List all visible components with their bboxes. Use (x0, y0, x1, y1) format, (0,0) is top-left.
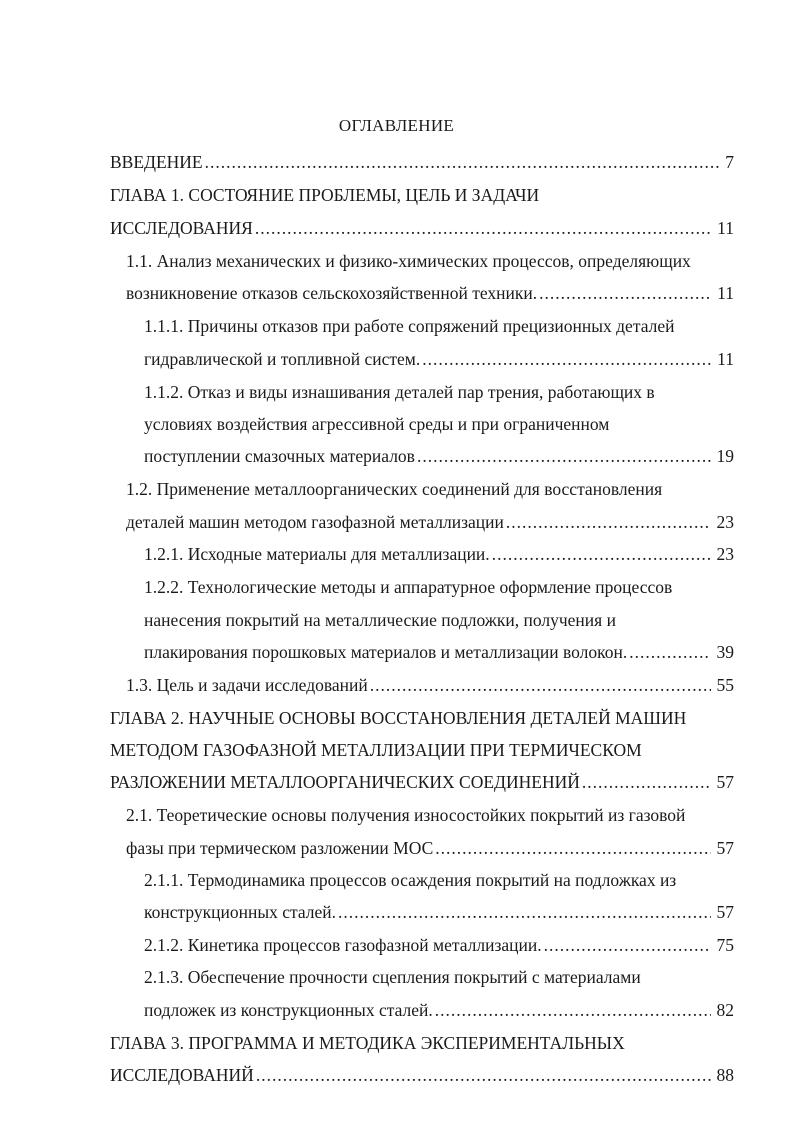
toc-entry-text: МЕТОДОМ ГАЗОФАЗНОЙ МЕТАЛЛИЗАЦИИ ПРИ ТЕРМИЧЕСКОМ (110, 740, 642, 760)
toc-entry-1-2-2[interactable] (144, 639, 734, 665)
leader-dots (256, 1062, 711, 1088)
toc-entry-2-1-3-title[interactable] (144, 964, 641, 990)
toc-entry-chapter-3[interactable] (110, 1062, 734, 1088)
toc-entry-page: 39 (716, 642, 734, 662)
toc-entry-2-1[interactable] (126, 835, 734, 861)
toc-entry-page: 75 (716, 935, 734, 955)
toc-entry-text: подложек из конструкционных сталей. (144, 1000, 433, 1020)
toc-entry-page: 88 (716, 1065, 734, 1085)
toc-entry-text: фазы при термическом разложении МОС (126, 838, 434, 858)
toc-entry-page: 57 (716, 902, 734, 922)
toc-entry-text: РАЗЛОЖЕНИИ МЕТАЛЛООРГАНИЧЕСКИХ СОЕДИНЕНИЙ (110, 772, 580, 792)
toc-entry-2-1-2[interactable] (144, 932, 734, 958)
leader-dots (582, 769, 711, 795)
toc-entry-text: поступлении смазочных материалов (144, 446, 415, 466)
leader-dots (539, 280, 711, 306)
leader-dots (544, 932, 711, 958)
toc-entry-text: 1.2.2. Технологические методы и аппаратурное оформление процессов (144, 577, 673, 597)
toc-entry-text: ГЛАВА 2. НАУЧНЫЕ ОСНОВЫ ВОССТАНОВЛЕНИЯ ДЕТАЛЕЙ МАШИН (110, 708, 687, 728)
toc-entry-1-1-2-title-cont[interactable] (144, 411, 609, 437)
toc-entry-1-1-1[interactable] (144, 346, 734, 372)
toc-entry-text: 2.1.3. Обеспечение прочности сцепления покрытий с материалами (144, 967, 641, 987)
leader-dots (506, 509, 711, 535)
toc-entry-text: 2.1.1. Термодинамика процессов осаждения покрытий на подложках из (144, 870, 677, 890)
toc-entry-1-3[interactable] (126, 672, 734, 698)
toc-entry-1-2-1[interactable] (144, 541, 734, 567)
leader-dots (435, 997, 711, 1023)
leader-dots (370, 672, 711, 698)
toc-entry-1-1-1-title[interactable] (144, 313, 674, 339)
toc-entry-2-1-title[interactable] (126, 802, 685, 828)
toc-entry-2-1-3[interactable] (144, 997, 734, 1023)
toc-entry-page: 11 (717, 349, 734, 369)
toc-entry-chapter-1[interactable] (110, 215, 734, 241)
toc-entry-1-1-2-title[interactable] (144, 379, 655, 405)
toc-entry-text: 1.1.1. Причины отказов при работе сопряжений прецизионных деталей (144, 316, 675, 336)
toc-entry-chapter-3-title[interactable] (110, 1030, 625, 1056)
toc-entry-1-2[interactable] (126, 509, 734, 535)
toc-entry-2-1-1-title[interactable] (144, 867, 676, 893)
toc-entry-text: 1.2.1. Исходные материалы для металлизации. (144, 544, 490, 564)
toc-entry-text: ВВЕДЕНИЕ (110, 152, 203, 172)
leader-dots (417, 443, 711, 469)
toc-entry-text: плакирования порошковых материалов и металлизации волокон. (144, 642, 628, 662)
toc-entry-chapter-2-title[interactable] (110, 705, 686, 731)
leader-dots (255, 215, 711, 241)
toc-entry-1-2-title[interactable] (126, 476, 662, 502)
toc-entry-1-2-2-title-cont[interactable] (144, 607, 616, 633)
leader-dots (435, 835, 710, 861)
toc-entry-text: ИССЛЕДОВАНИЯ (110, 218, 253, 238)
toc-entry-page: 57 (716, 772, 734, 792)
toc-entry-page: 11 (717, 283, 734, 303)
toc-entry-text: 2.1.2. Кинетика процессов газофазной металлизации. (144, 935, 542, 955)
toc-entry-1-1-title[interactable] (126, 248, 691, 274)
leader-dots (629, 639, 710, 665)
toc-entry-page: 55 (716, 675, 734, 695)
toc-entry-text: 2.1. Теоретические основы получения износостойких покрытий из газовой (126, 805, 686, 825)
toc-entry-text: возникновение отказов сельскохозяйственной техники. (126, 283, 538, 303)
toc-title: ОГЛАВЛЕНИЕ (338, 116, 455, 135)
toc-entry-text: ГЛАВА 3. ПРОГРАММА И МЕТОДИКА ЭКСПЕРИМЕНТАЛЬНЫХ (110, 1033, 625, 1053)
toc-entry-page: 82 (716, 1000, 734, 1020)
toc-entry-1-1[interactable] (126, 280, 734, 306)
leader-dots (205, 149, 720, 175)
toc-entry-1-1-2[interactable] (144, 443, 734, 469)
toc-entry-text: ИССЛЕДОВАНИЙ (110, 1065, 254, 1085)
toc-entry-chapter-2-title-cont[interactable] (110, 737, 642, 763)
toc-entry-text: условиях воздействия агрессивной среды и при ограниченном (144, 414, 610, 434)
toc-entry-text: 1.1. Анализ механических и физико-химических процессов, определяющих (126, 251, 691, 271)
toc-entry-text: 1.3. Цель и задачи исследований (126, 675, 368, 695)
toc-entry-text: ГЛАВА 1. СОСТОЯНИЕ ПРОБЛЕМЫ, ЦЕЛЬ И ЗАДАЧИ (110, 185, 540, 205)
toc-entry-page: 7 (725, 152, 734, 172)
toc-entry-text: гидравлической и топливной систем. (144, 349, 421, 369)
toc-entry-chapter-1-title[interactable] (110, 182, 539, 208)
leader-dots (338, 899, 710, 925)
toc-entry-text: деталей машин методом газофазной металлизации (126, 512, 504, 532)
toc-entry-page: 23 (716, 512, 734, 532)
toc-entry-text: 1.1.2. Отказ и виды изнашивания деталей пар трения, работающих в (144, 382, 655, 402)
toc-entry-chapter-2[interactable] (110, 769, 734, 795)
toc-entry-text: 1.2. Применение металлоорганических соединений для восстановления (126, 479, 663, 499)
toc-entry-page: 19 (716, 446, 734, 466)
toc-entry-text: нанесения покрытий на металлические подложки, получения и (144, 610, 616, 630)
toc-entry-2-1-1[interactable] (144, 899, 734, 925)
toc-entry-page: 11 (717, 218, 734, 238)
toc-entry-text: конструкционных сталей. (144, 902, 337, 922)
leader-dots (492, 541, 711, 567)
toc-entry-page: 57 (716, 838, 734, 858)
leader-dots (422, 346, 711, 372)
toc-entry-introduction[interactable] (110, 149, 734, 175)
toc-entry-page: 23 (716, 544, 734, 564)
toc-entry-1-2-2-title[interactable] (144, 574, 672, 600)
